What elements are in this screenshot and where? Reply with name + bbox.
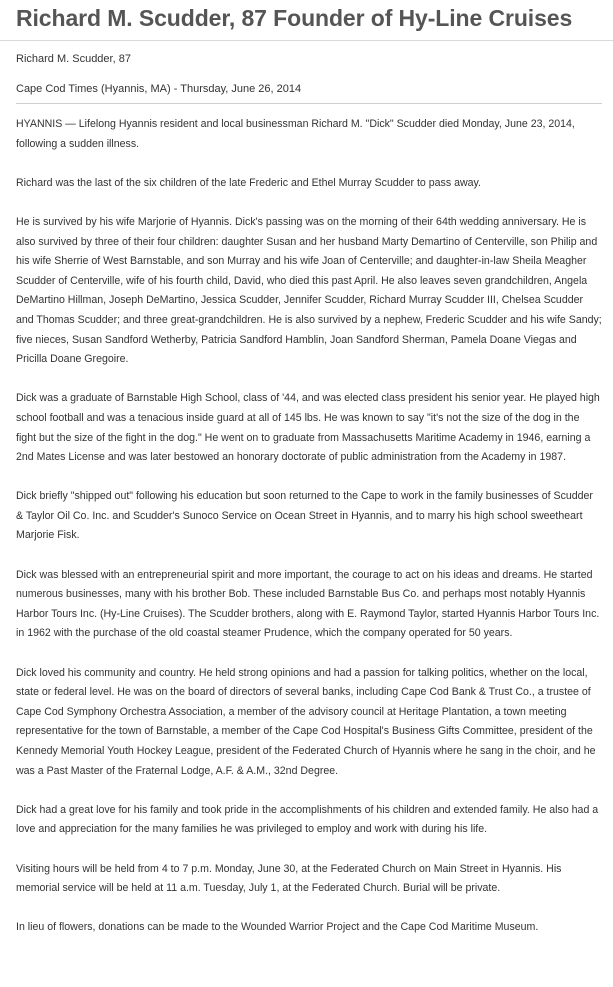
paragraph-education: Dick was a graduate of Barnstable High School, class of '44, and was elected class president his senior year. He played high school football and was a tenacious inside guard at all of 145 lbs. He was known to say "it's not the size of the dog in the fight but the size of the fight in the dog." He went on to graduate from Massachusetts Maritime Academy in 1946, earning a 2nd Mates License and was later bestowed an honorary doctorate of public administration from the Academy in 1987. — [16, 392, 600, 464]
title-divider — [0, 40, 613, 41]
paragraph-services: Visiting hours will be held from 4 to 7 p.m. Monday, June 30, at the Federated Church on Main Street in Hyannis. His memorial service will be held at 11 a.m. Tuesday, July 1, at the Federated Church. Burial will be private. — [16, 862, 562, 895]
obituary-name: Richard M. Scudder, 87 — [16, 53, 131, 65]
paragraph-family-love: Dick had a great love for his family and took pride in the accomplishments of his children and extended family. He also had a love and appreciation for the many families he was privileged to employ and work with during his life. — [16, 803, 599, 836]
paragraph-survivors: He is survived by his wife Marjorie of Hyannis. Dick's passing was on the morning of their 64th wedding anniversary. He is also survived by three of their four children: daughter Susan and her husband Marty Demartino of Centerville, son Philip and his wife Sherrie of West Barnstable, and son Murray and his wife Joan of Centerville; and daughter-in-law Sheila Meagher Scudder of Centerville, wife of his fourth child, David, who died this past April. He also leaves seven grandchildren, Angela DeMartino Hillman, Joseph DeMartino, Jessica Scudder, Jennifer Scudder, Richard Murray Scudder III, Chelsea Scudder and Thomas Scudder; and three great-grandchildren. He is also survived by a nephew, Frederic Scudder and his wife Sandy; five nieces, Susan Sandford Wetherby, Patricia Sandford Hamblin, Joan Sandford Sherman, Pamela Doane Viegas and Pricilla Doane Gregoire. — [16, 215, 602, 366]
paragraph-death-notice: HYANNIS — Lifelong Hyannis resident and local businessman Richard M. "Dick" Scudder died Monday, June 23, 2014, following a sudden illness. — [16, 118, 575, 150]
paragraph-family-origin: Richard was the last of the six children of the late Frederic and Ethel Murray Scudder to pass away. — [16, 176, 481, 189]
obituary-body — [16, 115, 602, 938]
paragraph-early-career: Dick briefly "shipped out" following his education but soon returned to the Cape to work in the family businesses of Scudder & Taylor Oil Co. Inc. and Scudder's Sunoco Service on Ocean Street in Hyannis, and to marry his high school sweetheart Marjorie Fisk. — [16, 490, 593, 542]
header-divider — [16, 103, 602, 104]
paragraph-businesses: Dick was blessed with an entrepreneurial spirit and more important, the courage to act on his ideas and dreams. He started numerous businesses, many with his brother Bob. These included Barnstable Bus Co. and perhaps most notably Hyannis Harbor Tours Inc. (Hy-Line Cruises). The Scudder brothers, along with E. Raymond Taylor, started Hyannis Harbor Tours Inc. in 1962 with the purchase of the old coastal steamer Prudence, which the company operated for 50 years. — [16, 568, 600, 640]
paragraph-community: Dick loved his community and country. He held strong opinions and had a passion for talking politics, whether on the local, state or federal level. He was on the board of directors of several banks, including Cape Cod Bank & Trust Co., a trustee of Cape Cod Symphony Orchestra Association, a member of the advisory council at Heritage Plantation, a town meeting representative for the town of Barnstable, a member of the Cape Cod Hospital's Business Gifts Committee, president of the Kennedy Memorial Youth Hockey League, president of the Federated Church of Hyannis where he sang in the choir, and he was a Past Master of the Fraternal Lodge, A.F. & A.M., 32nd Degree. — [16, 666, 596, 777]
paragraph-donations: In lieu of flowers, donations can be made to the Wounded Warrior Project and the Cape Cod Maritime Museum. — [16, 921, 539, 934]
page-title: Richard M. Scudder, 87 Founder of Hy-Line Cruises — [16, 5, 573, 31]
publication-source: Cape Cod Times (Hyannis, MA) - Thursday, June 26, 2014 — [16, 83, 302, 95]
